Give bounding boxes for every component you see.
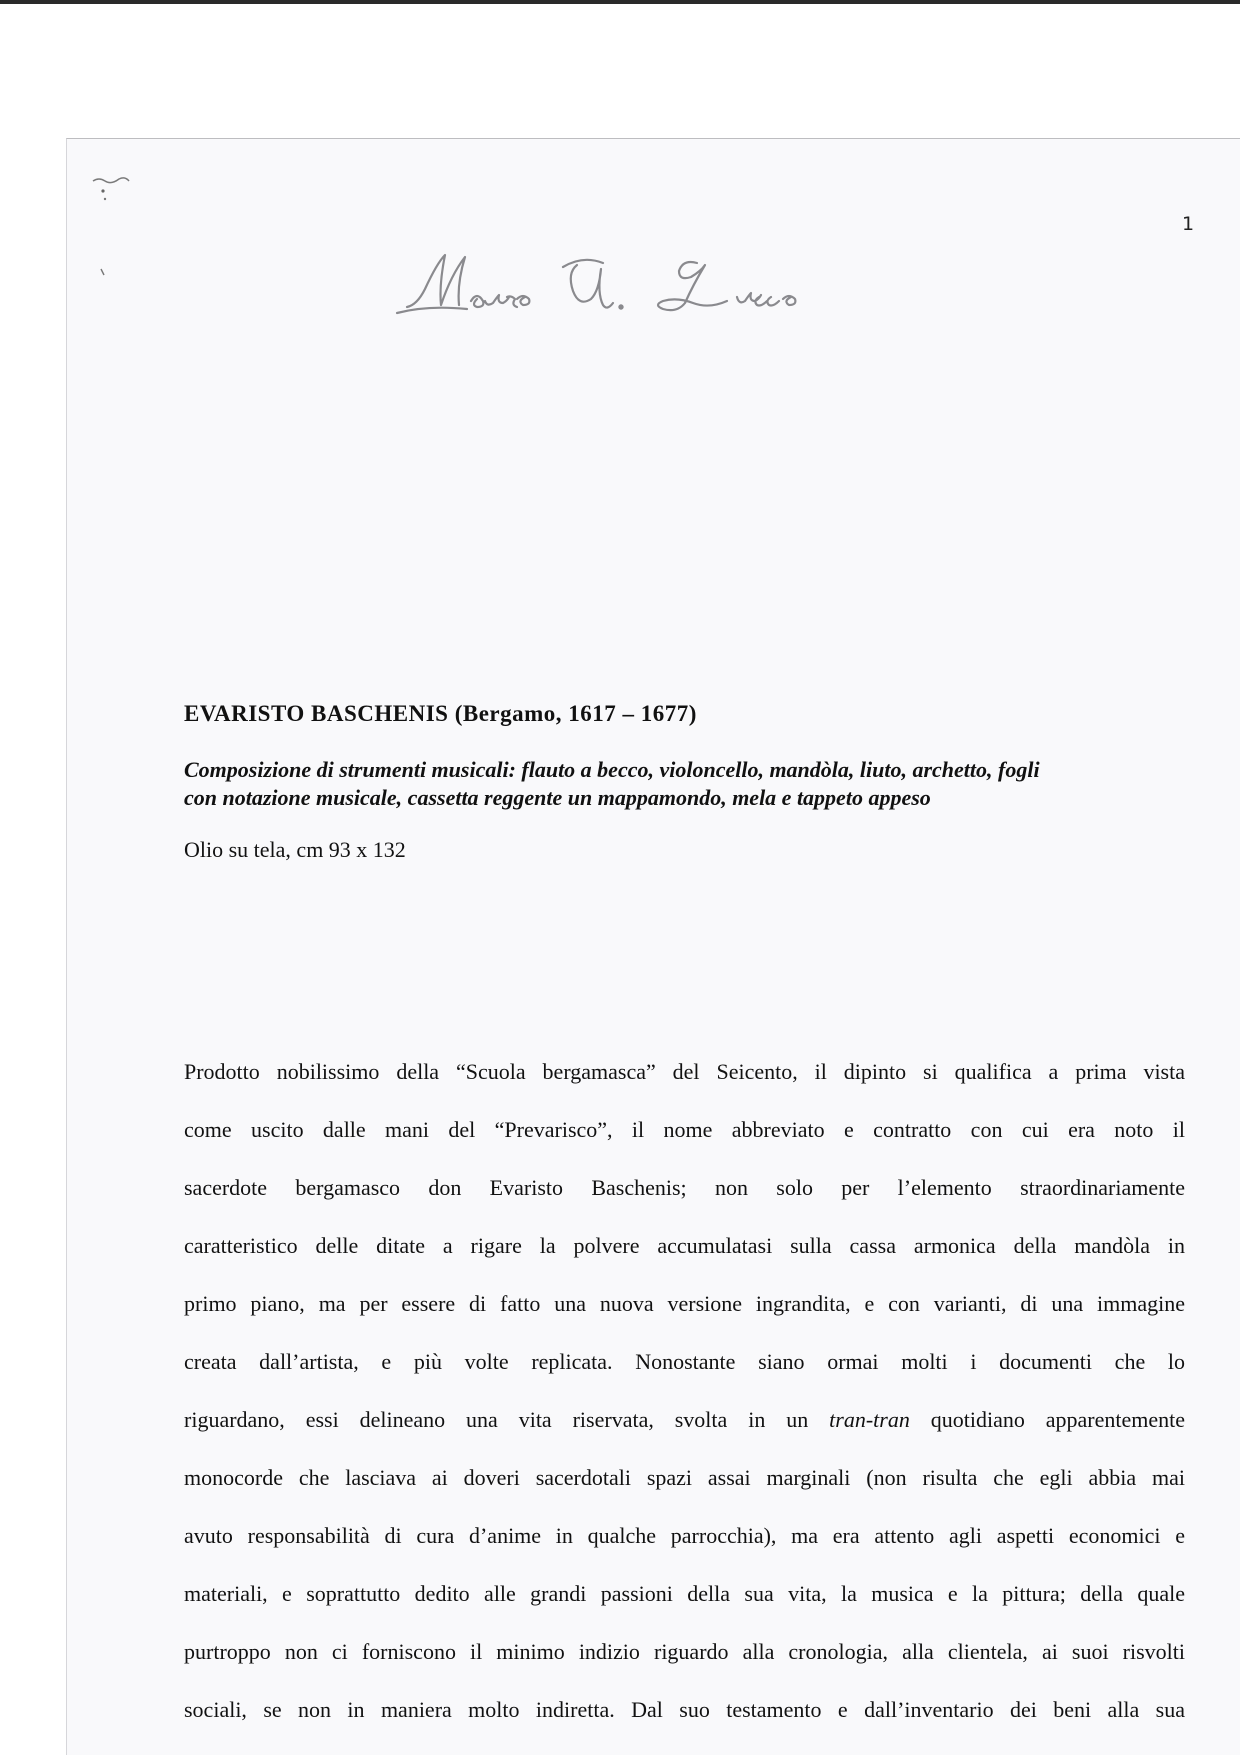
body-line-text: riguardano, essi delineano una vita riservata, svolta in un <box>184 1407 809 1432</box>
document-page <box>66 138 1240 1755</box>
body-line <box>184 1391 1185 1449</box>
body-line: creata dall’artista, e più volte replicata. Nonostante siano ormai molti i documenti che lo <box>184 1349 1185 1374</box>
body-line: primo piano, ma per essere di fatto una nuova versione ingrandita, e con varianti, di una immagine <box>184 1291 1185 1316</box>
scan-edge <box>0 0 1240 4</box>
body-line: materiali, e soprattutto dedito alle grandi passioni della sua vita, la musica e la pittura; della quale <box>184 1581 1185 1606</box>
body-line: purtroppo non ci forniscono il minimo indizio riguardo alla cronologia, alla clientela, ai suoi risvolti <box>184 1639 1185 1664</box>
body-line: avuto responsabilità di cura d’anime in qualche parrocchia), ma era attento agli aspetti economici e <box>184 1523 1185 1548</box>
body-line: sacerdote bergamasco don Evaristo Baschenis; non solo per l’elemento straordinariamente <box>184 1175 1185 1200</box>
artwork-title-line2: con notazione musicale, cassetta reggente un mappamondo, mela e tappeto appeso <box>184 785 931 810</box>
body-line-italic: tran-tran <box>829 1407 910 1432</box>
body-line: sociali, se non in maniera molto indiretta. Dal suo testamento e dall’inventario dei beni alla sua <box>184 1697 1185 1722</box>
body-line-text: quotidiano apparentemente <box>930 1407 1186 1432</box>
artwork-heading: EVARISTO BASCHENIS (Bergamo, 1617 – 1677) <box>184 701 697 726</box>
artwork-title <box>184 756 1194 812</box>
letterhead-signature <box>367 227 967 337</box>
body-line: monocorde che lasciava ai doveri sacerdotali spazi assai marginali (non risulta che egli abbia mai <box>184 1465 1185 1490</box>
artwork-title-line1: Composizione di strumenti musicali: flauto a becco, violoncello, mandòla, liuto, archetto, fogli <box>184 757 1040 782</box>
body-line: Prodotto nobilissimo della “Scuola bergamasca” del Seicento, il dipinto si qualifica a prima vista <box>184 1059 1185 1084</box>
body-paragraph <box>184 1043 1185 1739</box>
artwork-medium: Olio su tela, cm 93 x 132 <box>184 837 406 862</box>
scan-smudge <box>87 159 157 299</box>
body-line: come uscito dalle mani del “Prevarisco”, il nome abbreviato e contratto con cui era noto il <box>184 1117 1185 1142</box>
body-line: caratteristico delle ditate a rigare la polvere accumulatasi sulla cassa armonica della mandòla in <box>184 1233 1185 1258</box>
page-number: 1 <box>1181 213 1195 235</box>
